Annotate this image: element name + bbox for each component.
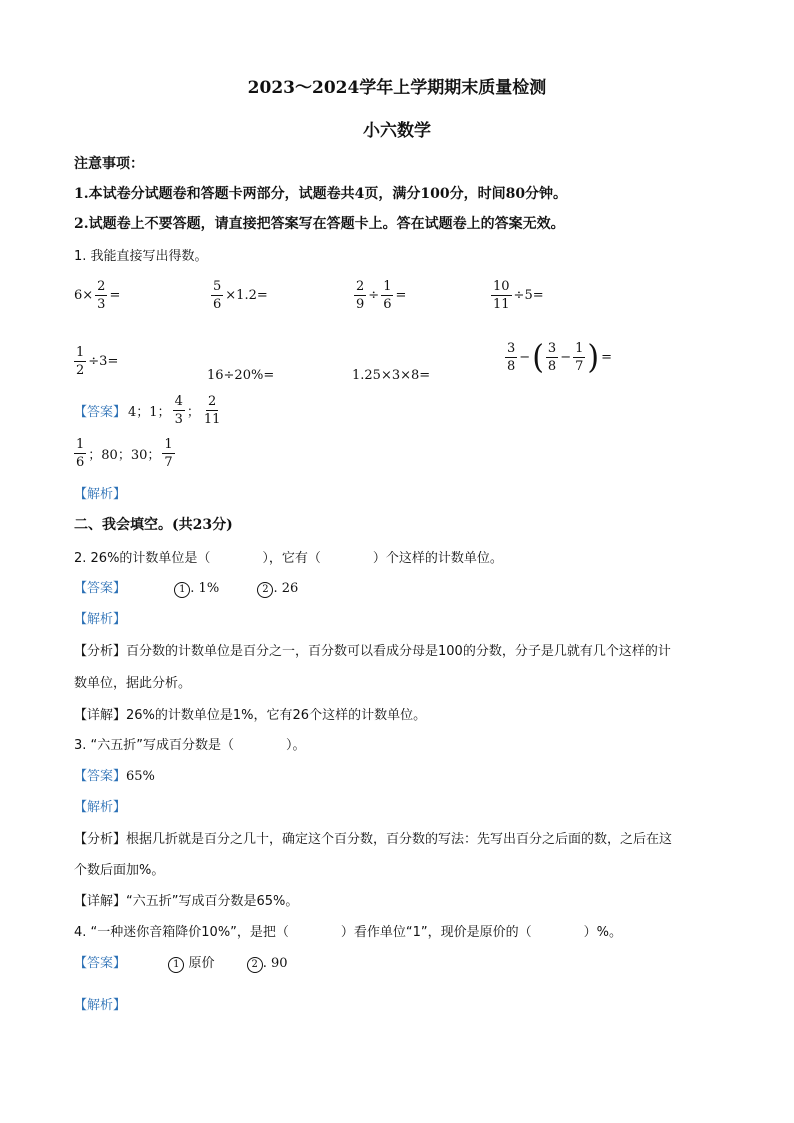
fraction: $\frac{3}{8}$ [547,341,557,374]
q2-fenxi-line-2: 数单位，据此分析。 [74,676,192,691]
fraction: $\frac{1}{7}$ [575,341,584,374]
fraction: $\frac{3}{8}$ [507,341,516,374]
fraction: $\frac{2}{9}$ [356,279,365,312]
answer-tag: 【答案】 [74,405,127,420]
right-paren: ) [587,337,600,377]
answer-tag: 【答案】 [74,581,127,596]
q2-fenxi-line-1: 【分析】百分数的计数单位是百分之一，百分数可以看成分母是100的分数，分子是几就有几个这样的计 [74,644,671,659]
circled-number: 2 [257,582,273,598]
left-paren: ( [532,337,544,377]
q1-item-g: 1.25×3×8= [352,368,431,383]
q1-item-b: $\frac{5}{6}$ ×1.2= [213,279,268,312]
fraction: $\frac{2}{3}$ [97,279,106,312]
q1-item-h: $\frac{3}{8}$ − ( $\frac{3}{8}$ − $\frac{1}{7}$ ) = [507,337,612,377]
fraction: $\frac{1}{6}$ [383,279,392,312]
q1-item-f: 16÷20%= [207,368,275,383]
analysis-tag: 【解析】 [74,800,127,815]
q2-text: 2. 26%的计数单位是（ ），它有（ ）个这样的计数单位。 [74,551,503,566]
fraction: $\frac{10}{11}$ [493,279,510,312]
answer-tag: 【答案】 [74,956,127,971]
fraction: $\frac{1}{2}$ [76,345,85,378]
fraction: $\frac{1}{6}$ [76,437,85,470]
fraction: $\frac{4}{3}$ [174,394,183,427]
circled-number: 1 [174,582,190,598]
answer-tag: 【答案】 [74,769,127,784]
circled-number: 2 [247,957,263,973]
q3-fenxi-line-1: 【分析】根据几折就是百分之几十，确定这个百分数，百分数的写法：先写出百分之后面的数，之后在这 [74,832,673,847]
page-title: 2023～2024学年上学期期末质量检测 [247,78,547,98]
q1-item-e: $\frac{1}{2}$ ÷3= [76,345,119,378]
q1-answer-line-2: $\frac{1}{6}$ ；80；30； $\frac{1}{7}$ [76,437,173,470]
q3-xiangjie: 【详解】“六五折”写成百分数是65%。 [74,894,299,909]
fraction: $\frac{2}{11}$ [203,394,221,427]
notice-line-1: 1.本试卷分试题卷和答题卡两部分，试题卷共4页，满分100分，时间80分钟。 [74,186,568,202]
fraction: $\frac{5}{6}$ [213,279,222,312]
q1-item-d: $\frac{10}{11}$ ÷5= [493,279,544,312]
q4-text: 4. “一种迷你音箱降价10%”，是把（ ）看作单位“1”，现价是原价的（ ）%。 [74,925,622,940]
notice-heading: 注意事项： [74,156,144,172]
q1-item-c: $\frac{2}{9}$ ÷ $\frac{1}{6}$ = [356,279,407,312]
q3-fenxi-line-2: 个数后面加%。 [74,863,165,878]
q1-prompt: 1. 我能直接写出得数。 [74,249,208,264]
q2-xiangjie: 【详解】26%的计数单位是1%，它有26个这样的计数单位。 [74,708,427,723]
page-subtitle: 小六数学 [363,121,431,141]
q4-answer: 【答案】 1 原价 2 . 90 [74,956,288,971]
fraction: $\frac{1}{7}$ [164,437,173,470]
section-heading: 二、我会填空。(共23分) [74,517,233,533]
notice-line-2: 2.试题卷上不要答题，请直接把答案写在答题卡上。答在试题卷上的答案无效。 [74,216,565,232]
analysis-tag: 【解析】 [74,612,127,627]
analysis-tag: 【解析】 [74,998,127,1013]
circled-number: 1 [168,957,184,973]
analysis-tag: 【解析】 [74,487,127,502]
q1-answer-line-1: 【答案】 4；1； $\frac{4}{3}$ ； $\frac{2}{11}$ [74,394,221,427]
q2-answer: 【答案】 1 . 1% 2 . 26 [74,581,299,596]
q3-text: 3. “六五折”写成百分数是（ ）。 [74,738,306,753]
q1-item-a: 6× $\frac{2}{3}$ = [74,279,121,312]
q3-answer: 【答案】65% [74,769,155,784]
fenxi-tag: 【分析】 [74,644,127,659]
